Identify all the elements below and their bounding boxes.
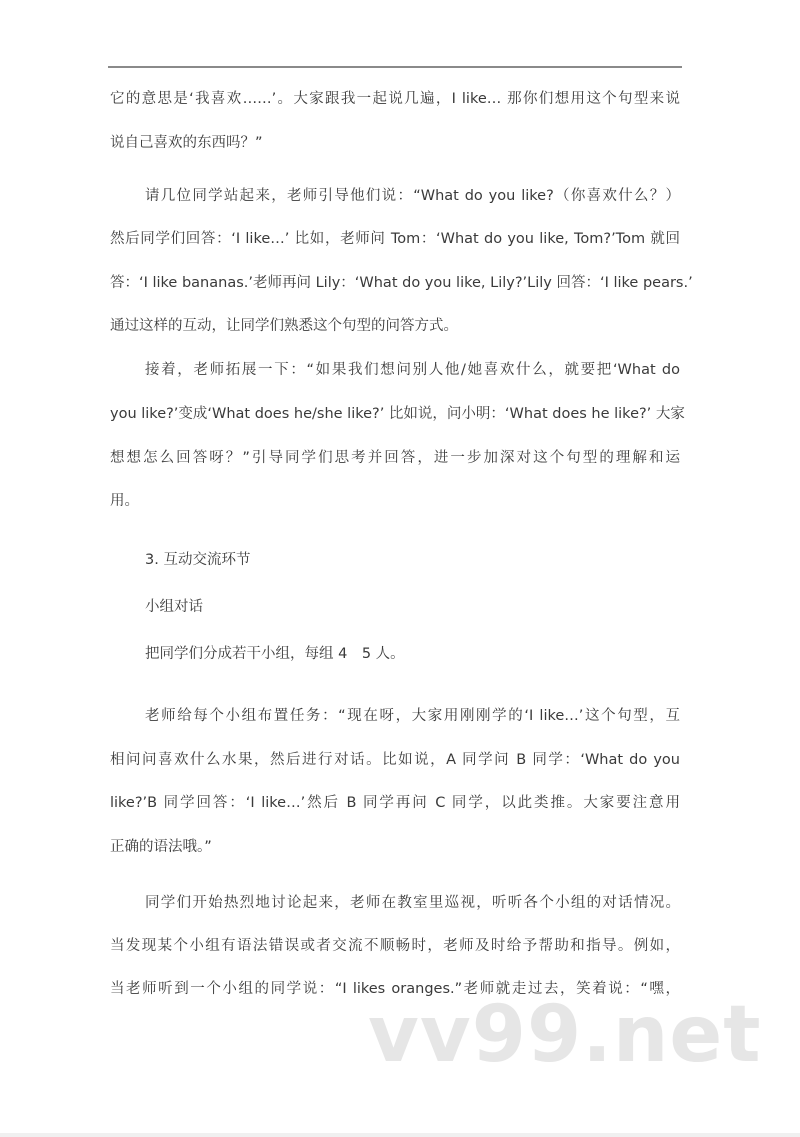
- text-line: like?’B 同学回答：‘I like…’然后 B 同学再问 C 同学，以此类推。大家要注意用: [110, 795, 680, 811]
- text-line: 正确的语法哦。”: [110, 839, 212, 855]
- text-line: 当老师听到一个小组的同学说：“I likes oranges.”老师就走过去，笑着说：“嘿，: [110, 981, 680, 997]
- watermark: vv99.net: [368, 990, 762, 1080]
- subheading: 小组对话: [145, 599, 203, 615]
- text-line: 想想怎么回答呀？”引导同学们思考并回答，进一步加深对这个句型的理解和运: [110, 450, 680, 466]
- section-heading: 3. 互动交流环节: [145, 552, 251, 568]
- text-line: 同学们开始热烈地讨论起来，老师在教室里巡视，听听各个小组的对话情况。: [145, 895, 680, 911]
- text-line: 它的意思是‘我喜欢……’。大家跟我一起说几遍，I like… 那你们想用这个句型来说: [110, 91, 680, 107]
- text-line: 请几位同学站起来，老师引导他们说：“What do you like?（你喜欢什么？）: [145, 188, 680, 204]
- text-line: you like?’变成‘What does he/she like?’ 比如说，问小明：‘What does he like?’ 大家: [110, 406, 685, 422]
- text-line: 通过这样的互动，让同学们熟悉这个句型的问答方式。: [110, 318, 458, 334]
- text-line: 相问问喜欢什么水果，然后进行对话。比如说，A 同学问 B 同学：‘What do you: [110, 752, 680, 768]
- text-line: 把同学们分成若干小组，每组 4 5 人。: [145, 646, 405, 662]
- text-line: 老师给每个小组布置任务：“现在呀，大家用刚刚学的‘I like…’这个句型，互: [145, 708, 680, 724]
- text-line: 当发现某个小组有语法错误或者交流不顺畅时，老师及时给予帮助和指导。例如，: [110, 938, 680, 954]
- page-bottom-edge: [0, 1133, 800, 1137]
- text-line: 然后同学们回答：‘I like…’ 比如，老师问 Tom：‘What do you like, Tom?’Tom 就回: [110, 231, 680, 247]
- text-line: 说自己喜欢的东西吗？”: [110, 135, 263, 151]
- text-line: 答：‘I like bananas.’老师再问 Lily：‘What do you like, Lily?’Lily 回答：‘I like pears.’: [110, 275, 693, 291]
- text-line: 用。: [110, 493, 139, 509]
- header-rule: [108, 66, 682, 68]
- text-line: 接着，老师拓展一下：“如果我们想问别人他/她喜欢什么，就要把‘What do: [145, 362, 680, 378]
